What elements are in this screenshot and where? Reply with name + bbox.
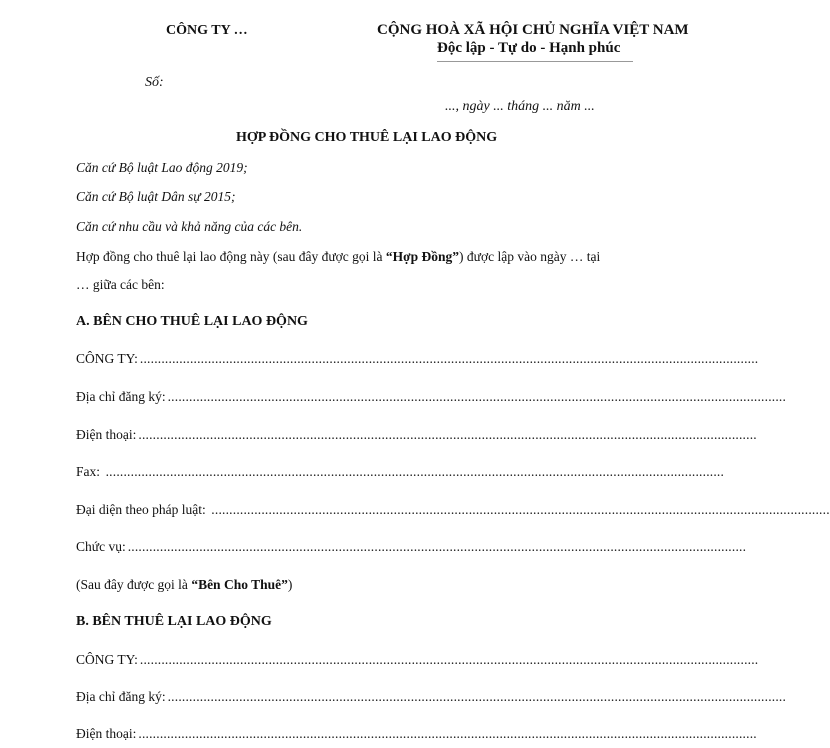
intro-term: “Hợp Đồng”	[385, 249, 460, 264]
field-blank: .............................................................................................................................................................................	[102, 464, 725, 479]
field-label: CÔNG TY:	[76, 652, 138, 667]
section-a-note	[76, 577, 292, 593]
field-label: Chức vụ:	[76, 539, 126, 554]
field-label: Điện thoại:	[76, 726, 137, 741]
field-b-company	[76, 652, 759, 668]
field-blank: .............................................................................................................................................................................	[167, 389, 787, 404]
document-number-label: Số:	[145, 75, 164, 90]
field-blank: .............................................................................................................................................................................	[139, 351, 759, 366]
date-line: ..., ngày ... tháng ... năm ...	[445, 99, 595, 114]
field-label: Đại diện theo pháp luật:	[76, 502, 206, 517]
field-a-fax	[76, 464, 725, 480]
motto: Độc lập - Tự do - Hạnh phúc	[437, 40, 621, 56]
field-label: Địa chỉ đăng ký:	[76, 389, 166, 404]
intro-text: Hợp đồng cho thuê lại lao động này (sau đây được gọi là	[76, 249, 386, 264]
field-blank: .............................................................................................................................................................................	[138, 427, 757, 442]
field-blank: .............................................................................................................................................................................	[139, 652, 759, 667]
field-b-address	[76, 689, 787, 705]
field-a-company	[76, 351, 759, 367]
field-a-phone	[76, 427, 757, 443]
field-a-legal-rep	[76, 502, 830, 518]
intro-text-after: ) được lập vào ngày … tại	[459, 249, 601, 264]
section-a-heading: A. BÊN CHO THUÊ LẠI LAO ĐỘNG	[76, 314, 308, 329]
field-label: Fax:	[76, 464, 101, 479]
field-blank: .............................................................................................................................................................................	[207, 502, 830, 517]
field-label: Điện thoại:	[76, 427, 137, 442]
field-a-address	[76, 389, 787, 405]
legal-basis-1: Căn cứ Bộ luật Lao động 2019;	[76, 160, 248, 175]
field-label: Địa chỉ đăng ký:	[76, 689, 166, 704]
intro-line-2: … giữa các bên:	[76, 277, 165, 292]
note-text-after: )	[287, 577, 293, 592]
field-b-phone	[76, 726, 757, 742]
note-term: “Bên Cho Thuê”	[191, 577, 288, 592]
field-label: CÔNG TY:	[76, 351, 138, 366]
intro-line-1	[76, 249, 600, 265]
field-blank: .............................................................................................................................................................................	[167, 689, 787, 704]
section-b-heading: B. BÊN THUÊ LẠI LAO ĐỘNG	[76, 614, 272, 629]
field-blank: .............................................................................................................................................................................	[127, 539, 747, 554]
legal-basis-2: Căn cứ Bộ luật Dân sự 2015;	[76, 189, 236, 204]
note-text: (Sau đây được gọi là	[76, 577, 192, 592]
company-name: CÔNG TY …	[166, 23, 248, 38]
contract-title: HỢP ĐỒNG CHO THUÊ LẠI LAO ĐỘNG	[236, 130, 498, 145]
motto-underline	[437, 61, 633, 62]
nation-title: CỘNG HOÀ XÃ HỘI CHỦ NGHĨA VIỆT NAM	[377, 22, 689, 38]
field-blank: .............................................................................................................................................................................	[138, 726, 757, 741]
field-a-position	[76, 539, 747, 555]
legal-basis-3: Căn cứ nhu cầu và khả năng của các bên.	[76, 219, 303, 234]
